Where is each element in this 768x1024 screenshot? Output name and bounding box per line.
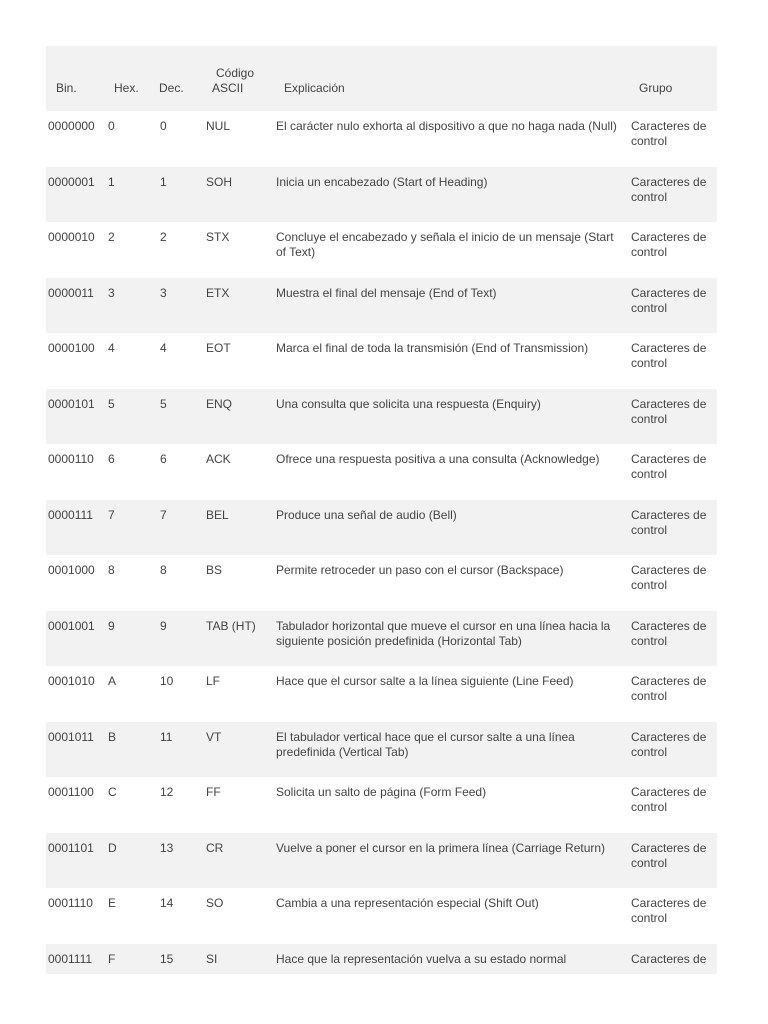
cell-dec: 5 (160, 396, 167, 411)
cell-bin: 0001010 (48, 674, 95, 688)
ascii-table (46, 46, 717, 974)
cell-code: TAB (HT) (206, 618, 256, 633)
cell-dec: 8 (160, 563, 167, 577)
table-row (46, 888, 717, 944)
cell-bin: 0001111 (48, 951, 93, 966)
table-row (46, 833, 717, 889)
cell-bin: 0000010 (48, 230, 95, 244)
cell-bin: 0001011 (48, 729, 94, 744)
cell-code: EOT (206, 341, 231, 355)
cell-hex: 5 (108, 396, 115, 411)
table-row (46, 611, 717, 667)
cell-code: FF (206, 785, 221, 799)
cell-hex: 1 (108, 174, 115, 189)
table-row (46, 666, 717, 722)
cell-dec: 11 (160, 729, 173, 744)
cell-dec: 3 (160, 285, 167, 300)
cell-group: Caracteres de control (631, 785, 707, 814)
header-code (198, 66, 268, 111)
cell-hex: 2 (108, 230, 115, 244)
cell-explanation: Vuelve a poner el cursor en la primera línea (Carriage Return) (276, 840, 606, 855)
cell-explanation: Solicita un salto de página (Form Feed) (276, 785, 487, 799)
cell-group: Caracteres de control (631, 896, 707, 925)
cell-group: Caracteres de control (631, 396, 707, 426)
cell-hex: C (108, 785, 117, 799)
cell-hex: F (108, 951, 116, 966)
cell-group: Caracteres de control (631, 563, 707, 592)
table-row (46, 278, 717, 334)
cell-explanation: Hace que la representación vuelva a su estado normal (276, 951, 567, 966)
table-row (46, 167, 717, 223)
cell-code: SO (206, 896, 224, 910)
cell-hex: A (108, 674, 117, 688)
cell-code: BEL (206, 507, 229, 522)
cell-dec: 14 (160, 896, 174, 910)
header-code-line1: Código (216, 66, 255, 80)
cell-hex: D (108, 840, 117, 855)
table-row (46, 555, 717, 611)
cell-bin: 0000111 (48, 507, 93, 522)
cell-dec: 9 (160, 618, 167, 633)
header-group: Grupo (639, 81, 673, 95)
cell-dec: 13 (160, 840, 174, 855)
cell-bin: 0001000 (48, 563, 95, 577)
cell-explanation: Produce una señal de audio (Bell) (276, 507, 457, 522)
cell-dec: 6 (160, 452, 167, 466)
cell-bin: 0000001 (48, 174, 95, 189)
cell-bin: 0000000 (48, 119, 95, 133)
cell-bin: 0000011 (48, 285, 94, 300)
table-row (46, 111, 717, 167)
cell-group: Caracteres de control (631, 285, 707, 315)
cell-hex: E (108, 896, 117, 910)
cell-bin: 0000110 (48, 452, 94, 466)
cell-hex: 8 (108, 563, 115, 577)
cell-dec: 10 (160, 674, 174, 688)
table-row (46, 722, 717, 778)
table-row (46, 777, 717, 833)
cell-code: NUL (206, 119, 231, 133)
cell-explanation: Cambia a una representación especial (Shift Out) (276, 896, 539, 910)
cell-dec: 7 (160, 507, 167, 522)
cell-explanation: Ofrece una respuesta positiva a una consulta (Acknowledge) (276, 452, 600, 466)
header-dec: Dec. (159, 81, 184, 95)
table-row (46, 222, 717, 278)
cell-explanation: Una consulta que solicita una respuesta (Enquiry) (276, 396, 541, 411)
table-row (46, 944, 717, 974)
cell-hex: 4 (108, 341, 115, 355)
cell-explanation: El carácter nulo exhorta al dispositivo a que no haga nada (Null) (276, 119, 617, 133)
cell-explanation: Tabulador horizontal que mueve el cursor en una línea hacia la siguiente posición predefinida (Horizontal Tab) (276, 618, 611, 648)
cell-code: SOH (206, 174, 233, 189)
cell-hex: 3 (108, 285, 115, 300)
cell-explanation: Inicia un encabezado (Start of Heading) (276, 174, 488, 189)
cell-hex: 0 (108, 119, 115, 133)
cell-hex: B (108, 729, 117, 744)
cell-code: ACK (206, 452, 231, 466)
cell-code: ENQ (206, 396, 233, 411)
cell-hex: 9 (108, 618, 115, 633)
cell-group: Caracteres de control (631, 729, 707, 759)
table-row (46, 444, 717, 500)
cell-explanation: Muestra el final del mensaje (End of Text) (276, 285, 497, 300)
cell-dec: 15 (160, 951, 174, 966)
cell-bin: 0001101 (48, 840, 94, 855)
cell-bin: 0001100 (48, 785, 94, 799)
cell-dec: 1 (160, 174, 167, 189)
cell-code: VT (206, 729, 222, 744)
cell-group: Caracteres de control (631, 618, 707, 648)
cell-code: SI (206, 951, 218, 966)
table-row (46, 500, 717, 556)
cell-explanation: Hace que el cursor salte a la línea siguiente (Line Feed) (276, 674, 574, 688)
cell-dec: 4 (160, 341, 167, 355)
cell-code: LF (206, 674, 221, 688)
cell-bin: 0001110 (48, 896, 93, 910)
cell-dec: 0 (160, 119, 167, 133)
cell-bin: 0001001 (48, 618, 95, 633)
cell-hex: 6 (108, 452, 115, 466)
cell-explanation: El tabulador vertical hace que el cursor salte a una línea predefinida (Vertical Tab) (276, 729, 575, 759)
cell-group: Caracteres de (631, 951, 707, 966)
header-explanation: Explicación (284, 81, 345, 95)
cell-group: Caracteres de control (631, 507, 707, 537)
cell-code: ETX (206, 285, 230, 300)
cell-group: Caracteres de control (631, 674, 707, 703)
table-row (46, 389, 717, 445)
cell-group: Caracteres de control (631, 230, 707, 259)
cell-explanation: Concluye el encabezado y señala el inicio de un mensaje (Start of Text) (276, 230, 614, 259)
cell-code: CR (206, 840, 224, 855)
cell-group: Caracteres de control (631, 452, 707, 481)
cell-group: Caracteres de control (631, 119, 707, 148)
header-code-line2: ASCII (212, 81, 244, 95)
cell-code: BS (206, 563, 223, 577)
cell-bin: 0000100 (48, 341, 95, 355)
cell-explanation: Marca el final de toda la transmisión (End of Transmission) (276, 341, 589, 355)
header-bin: Bin. (56, 81, 77, 95)
cell-code: STX (206, 230, 230, 244)
cell-hex: 7 (108, 507, 115, 522)
cell-explanation: Permite retroceder un paso con el cursor (Backspace) (276, 563, 564, 577)
header-hex: Hex. (114, 81, 139, 95)
cell-bin: 0000101 (48, 396, 95, 411)
cell-group: Caracteres de control (631, 840, 707, 870)
cell-dec: 2 (160, 230, 167, 244)
cell-group: Caracteres de control (631, 341, 707, 370)
table-body (46, 111, 717, 974)
cell-dec: 12 (160, 785, 174, 799)
table-header (46, 46, 717, 111)
cell-group: Caracteres de control (631, 174, 707, 204)
table-row (46, 333, 717, 389)
